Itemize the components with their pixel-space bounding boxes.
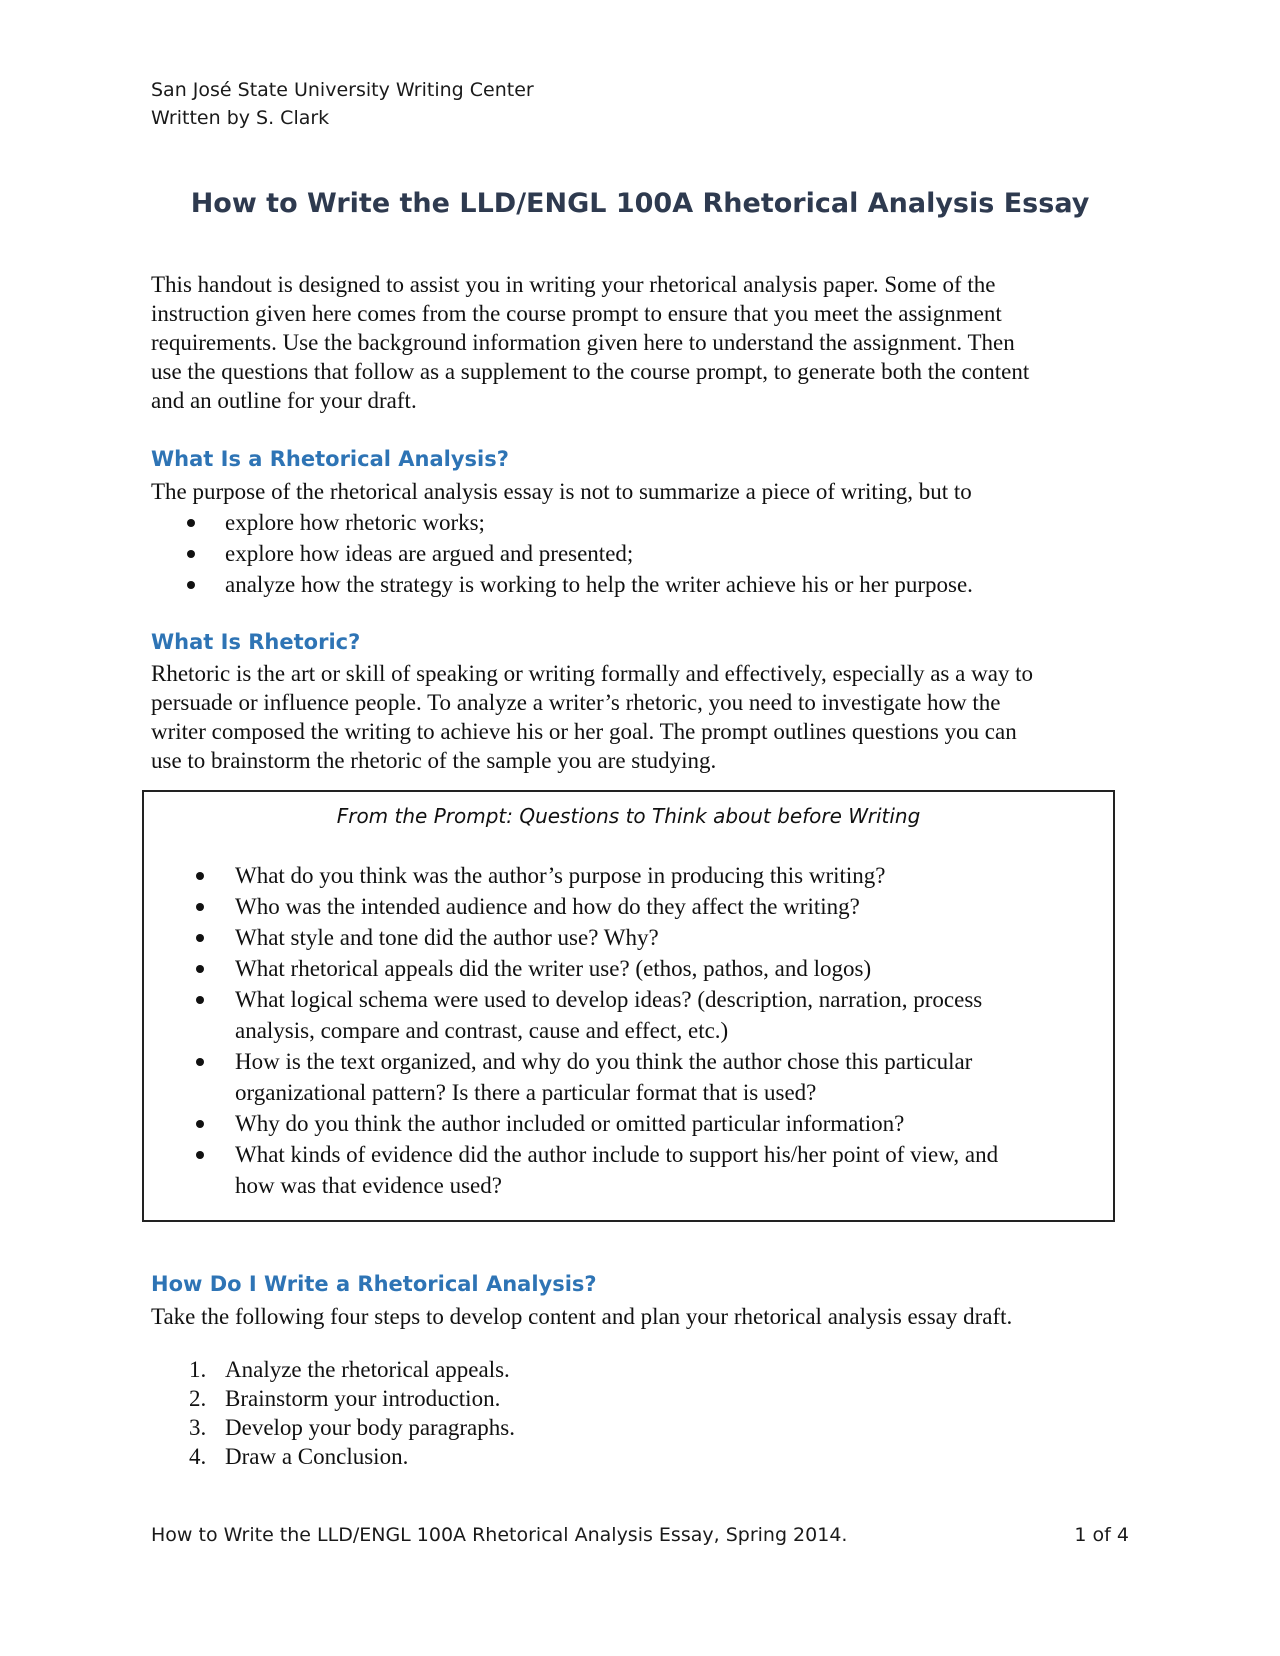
list-item [144, 922, 1113, 953]
prompt-box-title: From the Prompt: Questions to Think about before Writing [336, 804, 921, 828]
bullet-icon [196, 934, 204, 942]
list-item [144, 860, 1113, 891]
bullet-icon [196, 1120, 204, 1128]
list-item [144, 891, 1113, 922]
question-text: What kinds of evidence did the author include to support his/her point of view, and [235, 1142, 999, 1167]
list-item [144, 1108, 1113, 1139]
intro-line: use the questions that follow as a supplement to the course prompt, to generate both the content [151, 359, 1030, 384]
list-item [151, 1442, 515, 1471]
list-item [151, 1355, 515, 1384]
intro-line: This handout is designed to assist you in writing your rhetorical analysis paper. Some of the [151, 272, 996, 297]
list-item [144, 984, 1113, 1046]
step-text: Brainstorm your introduction. [225, 1386, 501, 1411]
prompt-questions-box [142, 790, 1115, 1222]
section-heading-rhetorical-analysis: What Is a Rhetorical Analysis? [151, 447, 509, 471]
question-text: What rhetorical appeals did the writer use? (ethos, pathos, and logos) [235, 956, 872, 981]
steps-list [151, 1355, 515, 1471]
question-text: Why do you think the author included or omitted particular information? [235, 1111, 905, 1136]
bullet-icon [187, 581, 195, 589]
bullet-icon [196, 872, 204, 880]
intro-line: instruction given here comes from the course prompt to ensure that you meet the assignment [151, 301, 1002, 326]
question-text-continued: how was that evidence used? [235, 1173, 502, 1198]
question-text: What logical schema were used to develop ideas? (description, narration, process [235, 987, 983, 1012]
bullet-icon [196, 996, 204, 1004]
page-number: 1 of 4 [1074, 1524, 1129, 1546]
question-text: What do you think was the author’s purpose in producing this writing? [235, 863, 886, 888]
section1-bullet-list [151, 507, 973, 600]
list-item [144, 1139, 1113, 1201]
intro-line: requirements. Use the background information given here to understand the assignment. Then [151, 330, 1015, 355]
section2-line: persuade or influence people. To analyze a writer’s rhetoric, you need to investigate how the [151, 690, 1001, 715]
section2-line: use to brainstorm the rhetoric of the sample you are studying. [151, 748, 717, 773]
section-heading-rhetoric: What Is Rhetoric? [151, 630, 361, 654]
question-text-continued: organizational pattern? Is there a particular format that is used? [235, 1080, 817, 1105]
step-number: 3. [189, 1415, 207, 1440]
question-text: What style and tone did the author use? Why? [235, 925, 659, 950]
bullet-icon [196, 1151, 204, 1159]
list-item [151, 569, 973, 600]
section2-line: Rhetoric is the art or skill of speaking or writing formally and effectively, especially as a way to [151, 661, 1034, 686]
question-text: How is the text organized, and why do you think the author chose this particular [235, 1049, 973, 1074]
page-header [151, 76, 534, 132]
list-item [151, 1413, 515, 1442]
list-item [151, 1384, 515, 1413]
step-text: Develop your body paragraphs. [225, 1415, 515, 1440]
step-number: 1. [189, 1357, 207, 1382]
step-number: 4. [189, 1444, 207, 1469]
section-heading-how-to-write: How Do I Write a Rhetorical Analysis? [151, 1272, 597, 1296]
intro-paragraph [151, 270, 1121, 415]
header-author: Written by S. Clark [151, 107, 330, 129]
step-number: 2. [189, 1386, 207, 1411]
bullet-icon [196, 965, 204, 973]
document-title: How to Write the LLD/ENGL 100A Rhetorical Analysis Essay [190, 188, 1090, 219]
section2-paragraph [151, 659, 1121, 775]
list-item [151, 507, 973, 538]
question-text-continued: analysis, compare and contrast, cause and effect, etc.) [235, 1018, 729, 1043]
prompt-question-list [144, 860, 1113, 1201]
step-text: Analyze the rhetorical appeals. [225, 1357, 510, 1382]
list-item-text: explore how rhetoric works; [225, 510, 485, 535]
list-item-text: analyze how the strategy is working to help the writer achieve his or her purpose. [225, 572, 973, 597]
section3-lead: Take the following four steps to develop content and plan your rhetorical analysis essay draft. [151, 1304, 1013, 1329]
bullet-icon [196, 903, 204, 911]
bullet-icon [187, 550, 195, 558]
section2-line: writer composed the writing to achieve his or her goal. The prompt outlines questions you can [151, 719, 1017, 744]
list-item [151, 538, 973, 569]
question-text: Who was the intended audience and how do they affect the writing? [235, 894, 860, 919]
bullet-icon [187, 519, 195, 527]
list-item-text: explore how ideas are argued and presented; [225, 541, 634, 566]
header-institution: San José State University Writing Center [151, 79, 534, 101]
list-item [144, 953, 1113, 984]
intro-line: and an outline for your draft. [151, 388, 417, 413]
section1-lead: The purpose of the rhetorical analysis essay is not to summarize a piece of writing, but to [151, 479, 972, 504]
bullet-icon [196, 1058, 204, 1066]
footer-document-title: How to Write the LLD/ENGL 100A Rhetorical Analysis Essay, Spring 2014. [151, 1524, 848, 1546]
list-item [144, 1046, 1113, 1108]
step-text: Draw a Conclusion. [225, 1444, 409, 1469]
